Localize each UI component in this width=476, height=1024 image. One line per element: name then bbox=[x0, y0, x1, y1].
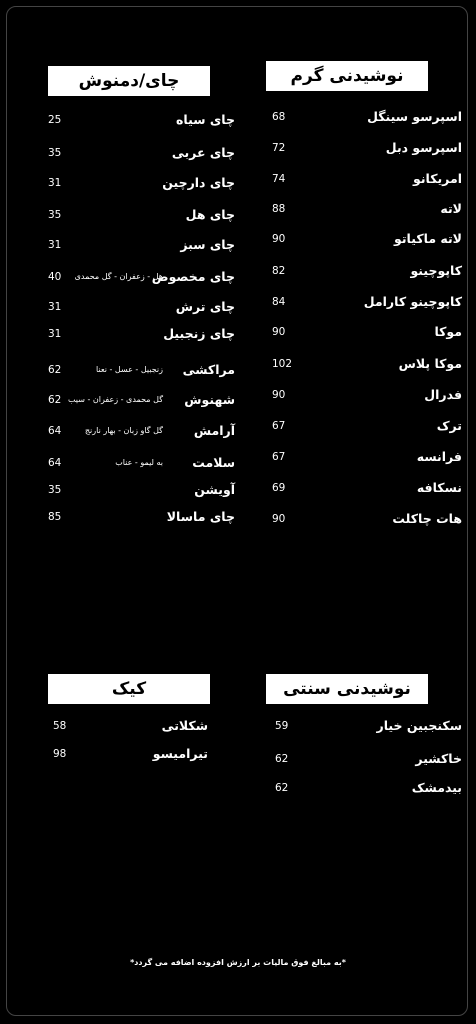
item-price: 102 bbox=[272, 358, 293, 370]
item-name: شهنوش bbox=[184, 392, 235, 407]
menu-item bbox=[0, 110, 476, 130]
item-name: موکا bbox=[434, 324, 462, 339]
item-price: 64 bbox=[48, 457, 62, 469]
item-name: کاپوچینو bbox=[410, 263, 462, 278]
menu-item bbox=[0, 297, 476, 317]
item-name: آویشن bbox=[194, 482, 235, 497]
item-name: نسکافه bbox=[416, 480, 462, 495]
menu-item bbox=[0, 143, 476, 163]
item-name: چای ماسالا bbox=[166, 509, 235, 524]
item-price: 40 bbox=[48, 271, 62, 283]
item-price: 31 bbox=[48, 239, 62, 251]
item-price: 90 bbox=[272, 513, 286, 525]
item-name: چای مخصوص bbox=[151, 269, 235, 284]
tax-note: *به مبالغ فوق مالیات بر ارزش افزوده اضافه می گردد* bbox=[130, 958, 346, 967]
item-price: 90 bbox=[272, 326, 286, 338]
item-name: فدرال bbox=[424, 387, 462, 402]
item-name: لاته ماکیاتو bbox=[394, 231, 462, 246]
item-price: 64 bbox=[48, 425, 62, 437]
item-name: فرانسه bbox=[416, 449, 462, 464]
menu-item bbox=[0, 778, 476, 798]
item-name: چای هل bbox=[185, 207, 235, 222]
item-name: آرامش bbox=[193, 423, 235, 438]
item-price: 35 bbox=[48, 147, 62, 159]
item-price: 62 bbox=[48, 364, 62, 376]
section-header-hot-drinks: نوشیدنی گرم bbox=[266, 61, 428, 91]
item-name: چای سبز bbox=[180, 237, 235, 252]
item-name: امریکانو bbox=[413, 171, 462, 186]
item-price: 62 bbox=[48, 394, 62, 406]
item-price: 31 bbox=[48, 301, 62, 313]
menu-item bbox=[0, 716, 476, 736]
item-price: 98 bbox=[53, 748, 67, 760]
item-price: 82 bbox=[272, 265, 286, 277]
menu-item bbox=[0, 360, 476, 380]
item-price: 68 bbox=[272, 111, 286, 123]
menu-item bbox=[0, 267, 476, 287]
item-description: زنجبیل - عسل - نعنا bbox=[96, 365, 163, 374]
section-header-tea: چای/دمنوش bbox=[48, 66, 210, 96]
item-name: لاته bbox=[440, 201, 462, 216]
item-description: گل گاو زبان - بهار نارنج bbox=[84, 426, 163, 435]
item-name: چای سیاه bbox=[176, 112, 235, 127]
item-price: 85 bbox=[48, 511, 62, 523]
item-price: 74 bbox=[272, 173, 286, 185]
menu-item bbox=[0, 421, 476, 441]
item-price: 58 bbox=[53, 720, 67, 732]
item-name: سکنجبین خیار bbox=[376, 718, 462, 733]
menu-item bbox=[0, 390, 476, 410]
item-price: 25 bbox=[48, 114, 62, 126]
item-name: موکا پلاس bbox=[398, 356, 462, 371]
item-name: چای دارچین bbox=[162, 175, 235, 190]
item-name: سلامت bbox=[192, 455, 235, 470]
item-name: ترک bbox=[436, 418, 462, 433]
item-price: 90 bbox=[272, 233, 286, 245]
section-header-cake: کیک bbox=[48, 674, 210, 704]
item-price: 62 bbox=[275, 782, 289, 794]
item-name: چای عربی bbox=[171, 145, 235, 160]
item-name: بیدمشک bbox=[411, 780, 462, 795]
menu-item bbox=[0, 507, 476, 527]
item-price: 31 bbox=[48, 177, 62, 189]
item-price: 62 bbox=[275, 753, 289, 765]
item-description: به لیمو - عناب bbox=[115, 458, 163, 467]
item-name: چای زنجبیل bbox=[163, 326, 235, 341]
item-price: 67 bbox=[272, 451, 286, 463]
item-price: 72 bbox=[272, 142, 286, 154]
item-name: مراکشی bbox=[182, 362, 235, 377]
item-name: اسپرسو سینگل bbox=[367, 109, 462, 124]
item-price: 90 bbox=[272, 389, 286, 401]
item-name: خاکشیر bbox=[415, 751, 462, 766]
item-price: 88 bbox=[272, 203, 286, 215]
item-price: 31 bbox=[48, 328, 62, 340]
item-name: اسپرسو دبل bbox=[385, 140, 462, 155]
item-price: 69 bbox=[272, 482, 286, 494]
item-name: هات چاکلت bbox=[392, 511, 462, 526]
item-price: 67 bbox=[272, 420, 286, 432]
item-price: 35 bbox=[48, 209, 62, 221]
item-name: تیرامیسو bbox=[152, 746, 208, 761]
item-name: چای ترش bbox=[175, 299, 235, 314]
menu-item bbox=[0, 480, 476, 500]
menu-item bbox=[0, 453, 476, 473]
item-price: 84 bbox=[272, 296, 286, 308]
menu-item bbox=[0, 744, 476, 764]
item-description: هل - زعفران - گل محمدی bbox=[74, 272, 163, 281]
menu-item bbox=[0, 205, 476, 225]
menu-item bbox=[0, 324, 476, 344]
item-name: شکلاتی bbox=[161, 718, 208, 733]
item-price: 35 bbox=[48, 484, 62, 496]
menu-item bbox=[0, 173, 476, 193]
item-price: 59 bbox=[275, 720, 289, 732]
menu-item bbox=[0, 235, 476, 255]
item-description: گل محمدی - زعفران - سیب bbox=[67, 395, 163, 404]
item-name: کاپوچینو کارامل bbox=[363, 294, 462, 309]
section-header-traditional-drinks: نوشیدنی سنتی bbox=[266, 674, 428, 704]
